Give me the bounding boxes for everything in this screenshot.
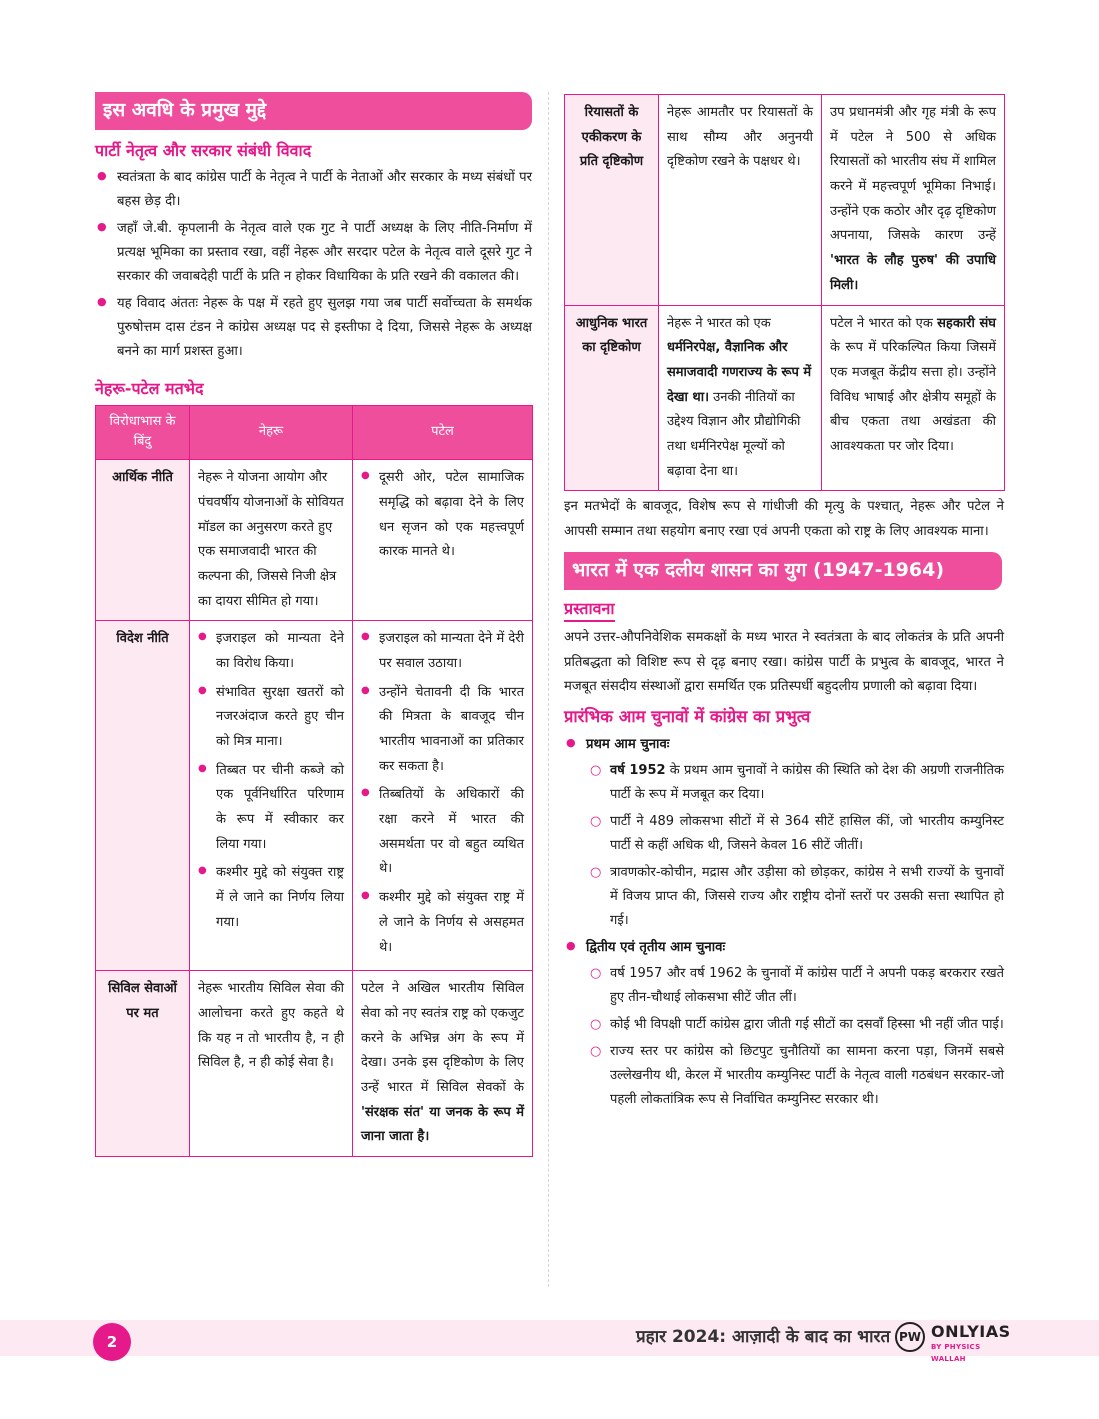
list-item: ● स्वतंत्रता के बाद कांग्रेस पार्टी के नेतृत्व ने पार्टी के नेताओं और सरकार के मध्य संबंधों पर बहस छेड़ दी। [95, 166, 532, 214]
subheading-party-government-dispute: पार्टी नेतृत्व और सरकार संबंधी विवाद [95, 140, 312, 160]
patel-cell [822, 95, 1005, 306]
patel-bold-text: सहकारी संघ [937, 315, 996, 331]
list-item: ● दूसरी ओर, पटेल सामाजिक समृद्धि को बढ़ावा देने के लिए धन सृजन को एक महत्त्वपूर्ण कारक मानते थे। [361, 466, 524, 565]
list-item: ● उन्होंने चेतावनी दी कि भारत की मित्रता के बावजूद चीन भारतीय भावनाओं का प्रतिकार कर सकता है। [361, 681, 524, 780]
list-item: ○ त्रावणकोर-कोचीन, मद्रास और उड़ीसा को छोड़कर, कांग्रेस ने सभी राज्यों के चुनावों में विजय प्राप्त की, जिससे राज्य और राष्ट्रीय दोनों स्तरों पर उसकी सत्ता स्थापित हो गई। [586, 861, 1004, 933]
footer-title-subject: आज़ादी के बाद का भारत [732, 1327, 891, 1347]
list-item: ● इजराइल को मान्यता देने में देरी पर सवाल उठाया। [361, 627, 524, 676]
row-point: रियासतों के एकीकरण के प्रति दृष्टिकोण [565, 95, 659, 306]
list-item: ● कश्मीर मुद्दे को संयुक्त राष्ट्र में ले जाने का निर्णय लिया गया। [198, 861, 344, 935]
list-item: ○ वर्ष 1957 और वर्ष 1962 के चुनावों में कांग्रेस पार्टी ने अपनी पकड़ बरकरार रखते हुए तीन-चौथाई लोकसभा सीटें जीत लीं। [586, 962, 1004, 1010]
column-divider [548, 92, 549, 1287]
subheading-nehru-patel-differences: नेहरू-पटेल मतभेद [95, 379, 204, 399]
nehru-cell: नेहरू आमतौर पर रियासतों के साथ सौम्य और अनुनयी दृष्टिकोण रखने के पक्षधर थे। [659, 95, 822, 306]
elections-list [564, 733, 1004, 1113]
left-column [95, 92, 532, 1157]
introduction-paragraph: अपने उत्तर-औपनिवेशिक समकक्षों के मध्य भारत ने स्वतंत्रता के बाद लोकतंत्र के प्रति अपनी प्रतिबद्धता को विशिष्ट रूप से दृढ़ बनाए रखा। कांग्रेस पार्टी के प्रभुत्व के बावजूद, भारत ने मजबूत संसदीय संस्थाओं द्वारा समर्थित एक प्रतिस्पर्धी बहुदलीय प्रणाली को बढ़ावा दिया। [564, 630, 1004, 695]
row-point: आर्थिक नीति [96, 460, 190, 621]
patel-cell [353, 460, 533, 621]
page-number: 2 [93, 1323, 131, 1361]
list-item: ○ राज्य स्तर पर कांग्रेस को छिटपुट चुनौतियों का सामना करना पड़ा, जिनमें सबसे उल्लेखनीय थी, केरल में भारतीय कम्युनिस्ट पार्टी के नेतृत्व वाली गठबंधन सरकार-जो पहली लोकतांत्रिक रूप से निर्वाचित कम्युनिस्ट सरकार थी। [586, 1040, 1004, 1112]
patel-bold-text: 'भारत के लौह पुरुष' की उपाधि मिली। [830, 253, 996, 293]
subheading-congress-dominance: प्रारंभिक आम चुनावों में कांग्रेस का प्रभुत्व [564, 707, 811, 727]
row-point: सिविल सेवाओं पर मत [96, 971, 190, 1157]
nehru-cell [190, 621, 353, 971]
logo-text: ONLYIAS [931, 1322, 1011, 1341]
onlyias-logo [895, 1322, 1015, 1364]
nehru-cell: नेहरू भारतीय सिविल सेवा की आलोचना करते हुए कहते थे कि यह न तो भारतीय है, न ही सिविल है, न ही कोई सेवा है। [190, 971, 353, 1157]
section-banner-key-issues: इस अवधि के प्रमुख मुद्दे [95, 92, 532, 130]
patel-text: उप प्रधानमंत्री और गृह मंत्री के रूप में पटेल ने 500 से अधिक रियासतों को भारतीय संघ में शामिल करने में महत्त्वपूर्ण भूमिका निभाई। उन्होंने एक कठोर और दृढ़ दृष्टिकोण अपनाया, जिसके कारण उन्हें [830, 105, 997, 244]
year-1952: वर्ष 1952 [610, 762, 666, 778]
section-banner-one-party-era: भारत में एक दलीय शासन का युग (1947-1964) [564, 552, 1002, 590]
nehru-text: उनकी नीतियों का उद्देश्य विज्ञान और प्रौद्योगिकी तथा धर्मनिरपेक्ष मूल्यों को बढ़ावा देना था। [667, 389, 801, 479]
nehru-patel-table [95, 405, 533, 1157]
nehru-text: नेहरू ने भारत को एक [667, 315, 771, 331]
patel-cell [353, 621, 533, 971]
list-item: ● तिब्बतियों के अधिकारों की रक्षा करने में भारत की असमर्थता पर वो बहुत व्यथित थे। [361, 783, 524, 882]
table-row [565, 305, 1005, 491]
row-point: विदेश नीति [96, 621, 190, 971]
patel-text: पटेल ने अखिल भारतीय सिविल सेवा को नए स्वतंत्र राष्ट्र को एकजुट करने के अभिन्न अंग के रूप में देखा। उनके इस दृष्टिकोण के लिए उन्हें भारत में सिविल सेवकों के [361, 981, 524, 1095]
list-item [586, 759, 1004, 807]
nehru-cell: नेहरू ने योजना आयोग और पंचवर्षीय योजनाओं के सोवियत मॉडल का अनुसरण करते हुए एक समाजवादी भारत की कल्पना की, जिससे निजी क्षेत्र का दायरा सीमित हो गया। [190, 460, 353, 621]
table-row [96, 971, 533, 1157]
table-row [96, 460, 533, 621]
patel-bold-text: 'संरक्षक संत' या जनक के रूप में जाना जाता है। [361, 1104, 524, 1145]
right-column [564, 94, 1004, 1115]
list-item: ● कश्मीर मुद्दे को संयुक्त राष्ट्र में ले जाने के निर्णय से असहमत थे। [361, 886, 524, 960]
dispute-bullet-list [95, 166, 532, 364]
table-row [565, 95, 1005, 306]
table-header-row [96, 405, 533, 460]
logo-subtext: BY PHYSICS WALLAH [931, 1343, 981, 1364]
patel-cell [353, 971, 533, 1157]
patel-text: के रूप में परिकल्पित किया जिसमें एक मजबूत केंद्रीय सत्ता हो। उन्होंने विविध भाषाई और क्षेत्रीय समूहों के बीच एकता तथा अखंडता की आवश्यकता पर जोर दिया। [830, 340, 996, 454]
header-patel: पटेल [353, 405, 533, 460]
header-nehru: नेहरू [190, 405, 353, 460]
footer-title-series: प्रहार 2024: [636, 1327, 733, 1347]
list-item: ● जहाँ जे.बी. कृपलानी के नेतृत्व वाले एक गुट ने पार्टी अध्यक्ष के लिए नीति-निर्माण में प्रत्यक्ष भूमिका का प्रस्ताव रखा, वहीं नेहरू और सरदार पटेल के नेतृत्व वाले दूसरे गुट ने सरकार की जवाबदेही पार्टी के प्रति न होकर विधायिका के प्रति रखने की वकालत की। [95, 217, 532, 289]
nehru-cell [659, 305, 822, 491]
row-point: आधुनिक भारत का दृष्टिकोण [565, 305, 659, 491]
second-election-sublist [586, 962, 1004, 1112]
patel-cell [822, 305, 1005, 491]
pw-logo-icon: PW [895, 1322, 925, 1352]
subheading-introduction: प्रस्तावना [564, 598, 615, 622]
second-third-election-label: द्वितीय एवं तृतीय आम चुनावः [586, 939, 726, 955]
table-row [96, 621, 533, 971]
sublist-text: के प्रथम आम चुनावों ने कांग्रेस की स्थिति को देश की अग्रणी राजनीतिक पार्टी के रूप में मजबूत कर दिया। [610, 762, 1005, 802]
nehru-bold-text: धर्मनिरपेक्ष, वैज्ञानिक और समाजवादी गणराज्य के रूप में देखा था। [667, 340, 812, 405]
footer-title [636, 1326, 890, 1350]
list-item: ○ पार्टी ने 489 लोकसभा सीटों में से 364 सीटें हासिल कीं, जो भारतीय कम्युनिस्ट पार्टी से कहीं अधिक थी, जिसने केवल 16 सीटें जीतीं। [586, 810, 1004, 858]
header-point: विरोधाभास के बिंदु [96, 405, 190, 460]
list-item: ● संभावित सुरक्षा खतरों को नजरअंदाज करते हुए चीन को मित्र माना। [198, 681, 344, 755]
list-item: ● यह विवाद अंततः नेहरू के पक्ष में रहते हुए सुलझ गया जब पार्टी सर्वोच्चता के समर्थक पुरुषोत्तम दास टंडन ने कांग्रेस अध्यक्ष पद से इस्तीफा दे दिया, जिससे नेहरू के अध्यक्ष बनने का मार्ग प्रशस्त हुआ। [95, 292, 532, 364]
nehru-patel-table-continued [564, 94, 1005, 491]
list-item [564, 936, 1004, 1112]
first-election-label: प्रथम आम चुनावः [586, 736, 670, 752]
list-item: ● इजराइल को मान्यता देने का विरोध किया। [198, 627, 344, 676]
first-election-sublist [586, 759, 1004, 933]
list-item: ○ कोई भी विपक्षी पार्टी कांग्रेस द्वारा जीती गई सीटों का दसवाँ हिस्सा भी नहीं जीत पाई। [586, 1013, 1004, 1037]
after-table-paragraph: इन मतभेदों के बावजूद, विशेष रूप से गांधीजी की मृत्यु के पश्चात्, नेहरू और पटेल ने आपसी सम्मान तथा सहयोग बनाए रखा एवं अपनी एकता को राष्ट्र के लिए आवश्यक माना। [564, 499, 1004, 539]
list-item [564, 733, 1004, 933]
list-item: ● तिब्बत पर चीनी कब्जे को एक पूर्वनिर्धारित परिणाम के रूप में स्वीकार कर लिया गया। [198, 759, 344, 858]
patel-text: पटेल ने भारत को एक [830, 315, 938, 331]
